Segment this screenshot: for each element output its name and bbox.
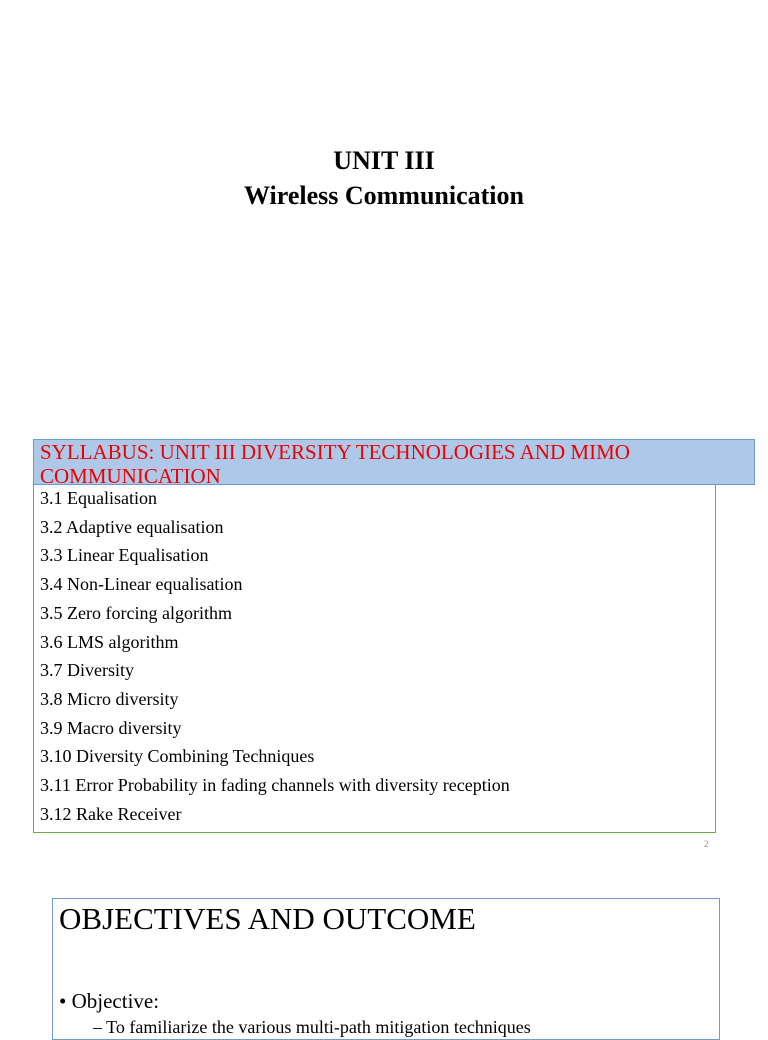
syllabus-item: 3.2 Adaptive equalisation <box>40 516 224 537</box>
syllabus-header: SYLLABUS: UNIT III DIVERSITY TECHNOLOGIES AND MIMO COMMUNICATION <box>33 439 755 485</box>
syllabus-item: 3.11 Error Probability in fading channels with diversity reception <box>40 775 510 796</box>
subject-title: Wireless Communication <box>244 181 524 210</box>
syllabus-list <box>34 484 715 828</box>
syllabus-item: 3.3 Linear Equalisation <box>40 545 209 566</box>
syllabus-item: 3.12 Rake Receiver <box>40 803 182 824</box>
objective-sub-item: – To familiarize the various multi-path mitigation techniques <box>93 1017 531 1037</box>
syllabus-item: 3.7 Diversity <box>40 660 134 681</box>
syllabus-item: 3.8 Micro diversity <box>40 688 179 709</box>
syllabus-item: 3.6 LMS algorithm <box>40 631 179 652</box>
syllabus-item: 3.9 Macro diversity <box>40 717 182 738</box>
unit-title: UNIT III <box>333 146 435 175</box>
syllabus-item: 3.5 Zero forcing algorithm <box>40 602 232 623</box>
syllabus-item: 3.10 Diversity Combining Techniques <box>40 746 315 767</box>
syllabus-box <box>33 484 716 833</box>
objectives-title: OBJECTIVES AND OUTCOME <box>59 901 476 936</box>
syllabus-item: 3.1 Equalisation <box>40 488 157 508</box>
title-block <box>0 143 768 213</box>
syllabus-item: 3.4 Non-Linear equalisation <box>40 574 243 595</box>
page-number: 2 <box>704 839 709 849</box>
objectives-box <box>52 898 720 1040</box>
objective-bullet: • Objective: <box>59 989 160 1013</box>
